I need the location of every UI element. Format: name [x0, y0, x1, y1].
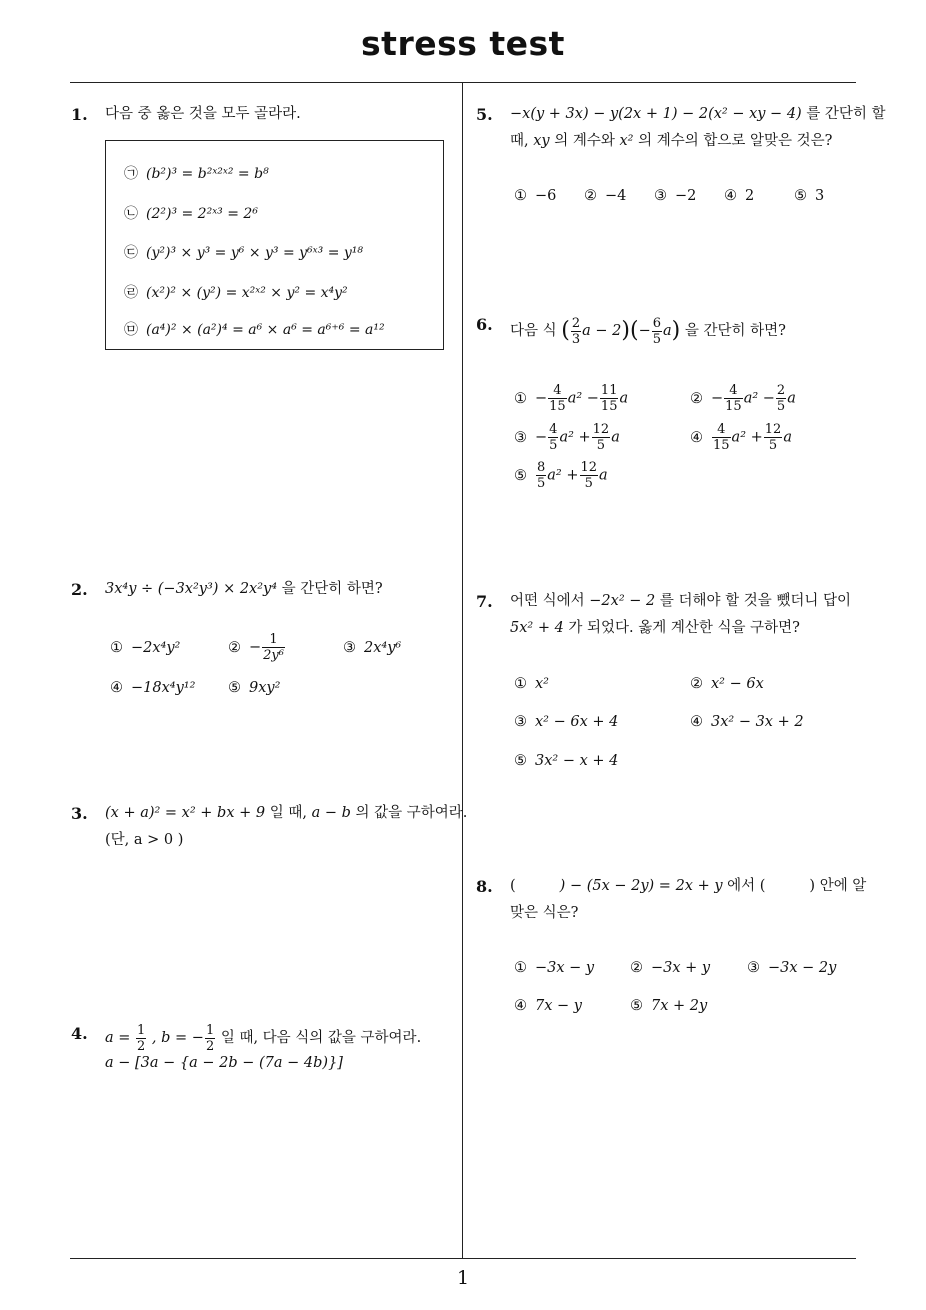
statement-item: ㉠ (b²)³ = b²ˣ²ˣ² = b⁸: [124, 166, 269, 182]
footer-rule: [70, 1258, 856, 1259]
answer-option-5[interactable]: ⑤ 7x + 2y: [630, 998, 708, 1014]
problem-number: 6.: [476, 315, 493, 334]
problem-number: 8.: [476, 877, 493, 896]
answer-option-5[interactable]: ⑤ $\frac{8}{5}$ a² + $\frac{12}{5}$ a: [514, 460, 608, 491]
page-number: 1: [456, 1267, 470, 1289]
statement-item: ㉢ (y²)³ × y³ = y⁶ × y³ = y⁶ˣ³ = y¹⁸: [124, 245, 364, 261]
question-text: 을 간단히 하면?: [281, 581, 383, 597]
answer-option-4[interactable]: ④ 3x² − 3x + 2: [690, 714, 804, 730]
answer-option-3[interactable]: ③ 2x⁴y⁶: [343, 640, 402, 656]
answer-option-3[interactable]: ③ x² − 6x + 4: [514, 714, 619, 730]
answer-option-3[interactable]: ③ − $\frac{4}{5}$ a² + $\frac{12}{5}$ a: [514, 422, 620, 453]
statement-item: ㉣ (x²)² × (y²) = x²ˣ² × y² = x⁴y²: [124, 285, 348, 301]
column-divider: [462, 83, 463, 1258]
answer-option-4[interactable]: ④ 2: [724, 188, 755, 204]
answer-option-2[interactable]: ② − $\frac{4}{15}$ a² − $\frac{2}{5}$ a: [690, 383, 796, 414]
answer-option-3[interactable]: ③ −2: [654, 188, 697, 204]
question-text: 일 때, 다음 식의 값을 구하여라.: [220, 1030, 422, 1046]
question-text: 다음 식: [510, 323, 557, 339]
answer-option-4[interactable]: ④ 7x − y: [514, 998, 582, 1014]
answer-option-4[interactable]: ④ $\frac{4}{15}$ a² + $\frac{12}{5}$ a: [690, 422, 792, 453]
answer-option-5[interactable]: ⑤ 9xy²: [228, 680, 281, 696]
problem-number: 2.: [71, 580, 88, 599]
question-text: 다음 중 옳은 것을 모두 골라라.: [105, 106, 301, 122]
question-text: 를 간단히 할: [806, 106, 886, 122]
answer-option-1[interactable]: ① −6: [514, 188, 557, 204]
answer-option-1[interactable]: ① x²: [514, 676, 549, 692]
question-text: 의 값을 구하여라.: [355, 805, 468, 821]
answer-option-2[interactable]: ② −4: [584, 188, 627, 204]
problem-number: 7.: [476, 592, 493, 611]
statement-item: ㉤ (a⁴)² × (a²)⁴ = a⁶ × a⁶ = a⁶⁺⁶ = a¹²: [124, 322, 385, 338]
problem-number: 4.: [71, 1024, 88, 1043]
header-rule: [70, 82, 856, 83]
answer-option-2[interactable]: ② −3x + y: [630, 960, 711, 976]
question-expression: (x + a)² = x² + bx + 9: [105, 805, 266, 821]
answer-option-5[interactable]: ⑤ 3x² − x + 4: [514, 753, 619, 769]
answer-option-2[interactable]: ② − $\frac{1}{\text{2y⁶}}$: [228, 632, 284, 663]
answer-option-1[interactable]: ① − $\frac{4}{15}$ a² − $\frac{11}{15}$ a: [514, 383, 629, 414]
question-text: 일 때,: [269, 805, 307, 821]
problem-number: 1.: [71, 105, 88, 124]
answer-option-4[interactable]: ④ −18x⁴y¹²: [110, 680, 196, 696]
question-expression: a − b: [311, 805, 351, 821]
question-text: 을 간단히 하면?: [684, 323, 786, 339]
page-title: stress test: [361, 24, 565, 63]
question-condition: (단, a > 0 ): [105, 832, 184, 848]
question-expression: a − [3a − {a − 2b − (7a − 4b)}]: [105, 1055, 343, 1071]
answer-option-1[interactable]: ① −2x⁴y²: [110, 640, 181, 656]
question-expression: −x(y + 3x) − y(2x + 1) − 2(x² − xy − 4): [510, 106, 802, 122]
answer-option-1[interactable]: ① −3x − y: [514, 960, 595, 976]
statement-item: ㉡ (2²)³ = 2²ˣ³ = 2⁶: [124, 206, 258, 222]
problem-number: 5.: [476, 105, 493, 124]
answer-option-5[interactable]: ⑤ 3: [794, 188, 825, 204]
question-expression: 3x⁴y ÷ (−3x²y³) × 2x²y⁴: [105, 581, 278, 597]
question-expression: a =: [105, 1030, 131, 1046]
statement-box: [105, 140, 444, 350]
problem-number: 3.: [71, 804, 88, 823]
answer-option-2[interactable]: ② x² − 6x: [690, 676, 764, 692]
question-expression: , b = −: [151, 1030, 204, 1046]
answer-option-3[interactable]: ③ −3x − 2y: [747, 960, 837, 976]
